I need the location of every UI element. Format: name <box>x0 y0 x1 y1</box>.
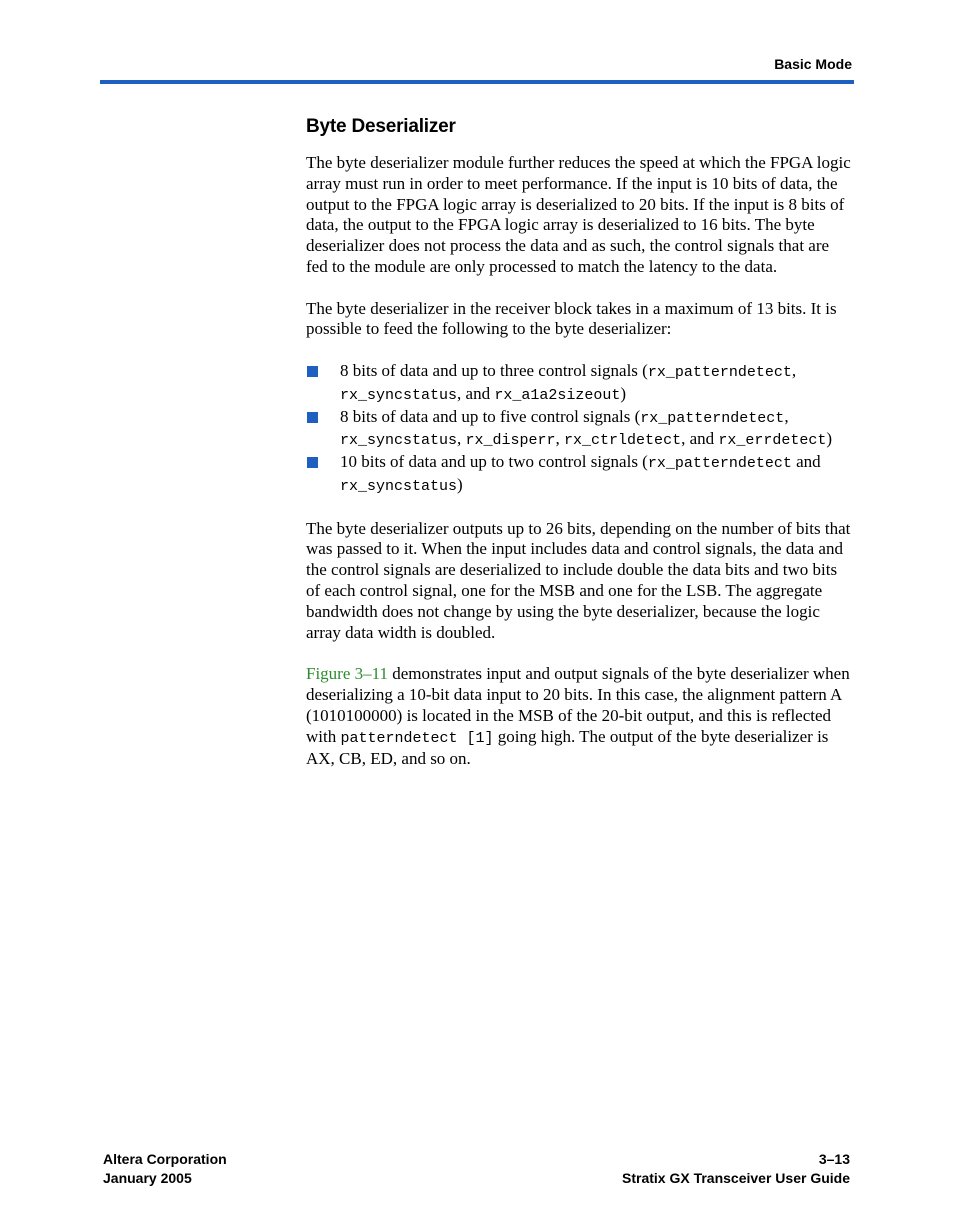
signal-name: rx_syncstatus <box>340 432 458 450</box>
running-header-section: Basic Mode <box>774 56 852 72</box>
footer-doc-title: Stratix GX Transceiver User Guide <box>622 1170 850 1186</box>
signal-name: rx_ctrldetect <box>564 432 682 450</box>
paragraph-intro: The byte deserializer module further reduces the speed at which the FPGA logic array must run in order to meet performance. If the input is 10 bits of data, the output to the FPGA logic array is deserialized to 20 bits. If the input is 8 bits of data, the output to the FPGA logic array is deserialized to 16 bits. The byte deserializer does not process the data and as such, the control signals that are fed to the module are only processed to match the latency to the data. <box>306 153 851 276</box>
square-bullet-icon <box>307 366 318 377</box>
list-item: 10 bits of data and up to two control signals (rx_patterndetect and rx_syncstatus) <box>306 452 854 498</box>
footer-date: January 2005 <box>103 1170 192 1186</box>
paragraph-receiver: The byte deserializer in the receiver block takes in a maximum of 13 bits. It is possible to feed the following to the byte deserializer: <box>306 298 837 339</box>
signal-name: rx_errdetect <box>718 432 827 450</box>
list-item: 8 bits of data and up to three control signals (rx_patterndetect, rx_syncstatus, and rx_a1a2sizeout) <box>306 361 854 407</box>
footer-right <box>622 1150 850 1188</box>
header-rule <box>100 80 854 84</box>
signal-name: patterndetect [1] <box>340 729 494 747</box>
signal-name: rx_disperr <box>465 432 556 450</box>
bullet-list <box>306 361 854 498</box>
square-bullet-icon <box>307 412 318 423</box>
signal-name: rx_patterndetect <box>640 409 785 427</box>
paragraph-figure-ref: Figure 3–11 demonstrates input and output signals of the byte deserializer when deserializing a 10-bit data input to 20 bits. In this case, the alignment pattern A (1010100000) is located in the MSB of the 20-bit output, and this is reflected with patterndetect [1] going high. The output of the byte deserializer is AX, CB, ED, and so on. <box>306 664 850 769</box>
signal-name: rx_patterndetect <box>647 363 792 381</box>
list-item: 8 bits of data and up to five control signals (rx_patterndetect, rx_syncstatus, rx_disperr, rx_ctrldetect, and rx_errdetect) <box>306 407 854 453</box>
square-bullet-icon <box>307 457 318 468</box>
main-content <box>306 114 854 791</box>
footer-left <box>103 1150 227 1188</box>
section-title: Byte Deserializer <box>306 116 456 137</box>
signal-name: rx_patterndetect <box>647 455 792 473</box>
footer-company: Altera Corporation <box>103 1151 227 1167</box>
signal-name: rx_a1a2sizeout <box>494 386 621 404</box>
paragraph-outputs: The byte deserializer outputs up to 26 bits, depending on the number of bits that was passed to it. When the input includes data and control signals, the data and the control signals are deserialized to include double the data bits and two bits of each control signal, one for the MSB and one for the LSB. The aggregate bandwidth does not change by using the byte deserializer, because the logic array data width is doubled. <box>306 518 851 642</box>
figure-link[interactable]: Figure 3–11 <box>306 664 389 684</box>
signal-name: rx_syncstatus <box>340 477 458 495</box>
page-number: 3–13 <box>818 1151 850 1167</box>
signal-name: rx_syncstatus <box>340 386 458 404</box>
